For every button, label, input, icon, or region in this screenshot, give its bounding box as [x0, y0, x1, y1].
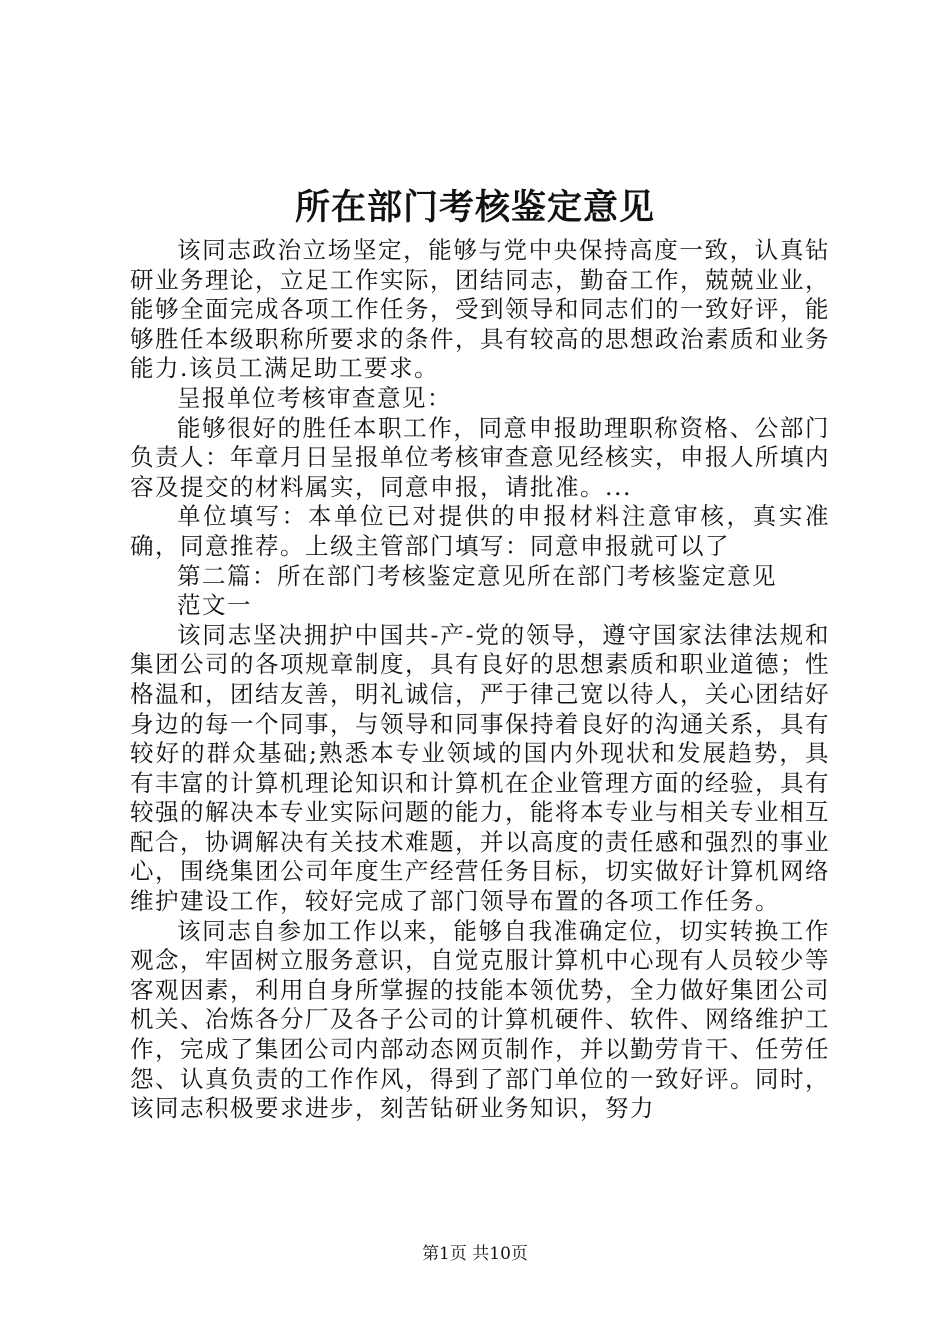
paragraph: 呈报单位考核审查意见：	[177, 383, 452, 412]
paragraph: 范文一	[177, 591, 252, 620]
paragraph: 该同志政治立场坚定，能够与党中央保持高度一致，认真钻研业务理论，立足工作实际，团结同志，勤奋工作，兢兢业业，能够全面完成各项工作任务，受到领导和同志们的一致好评，能够胜任本级职称所要求的条件，具有较高的思想政治素质和业务能力.该员工满足助工要求。	[130, 236, 830, 383]
paragraph: 该同志坚决拥护中国共-产-党的领导，遵守国家法律法规和集团公司的各项规章制度，具有良好的思想素质和职业道德；性格温和，团结友善，明礼诚信，严于律己宽以待人，关心团结好身边的每一个同事，与领导和同事保持着良好的沟通关系，具有较好的群众基础;熟悉本专业领域的国内外现状和发展趋势，具有丰富的计算机理论知识和计算机在企业管理方面的经验，具有较强的解决本专业实际问题的能力，能将本专业与相关专业相互配合，协调解决有关技术难题，并以高度的责任感和强烈的事业心，围绕集团公司年度生产经营任务目标，切实做好计算机网络维护建设工作，较好完成了部门领导布置的各项工作任务。	[130, 620, 830, 916]
document-body	[130, 236, 830, 1124]
paragraph: 能够很好的胜任本职工作，同意申报助理职称资格、公部门负责人：年章月日呈报单位考核审查意见经核实，申报人所填内容及提交的材料属实，同意申报，请批准。...	[130, 413, 830, 501]
paragraph: 该同志自参加工作以来，能够自我准确定位，切实转换工作观念，牢固树立服务意识，自觉克服计算机中心现有人员较少等客观因素，利用自身所掌握的技能本领优势，全力做好集团公司机关、冶炼各分厂及各子公司的计算机硬件、软件、网络维护工作，完成了集团公司内部动态网页制作，并以勤劳肯干、任劳任怨、认真负责的工作作风，得到了部门单位的一致好评。同时，该同志积极要求进步，刻苦钻研业务知识，努力	[130, 916, 830, 1123]
paragraph: 第二篇：所在部门考核鉴定意见所在部门考核鉴定意见	[177, 561, 777, 590]
document-title: 所在部门考核鉴定意见	[294, 187, 655, 228]
page-number-footer: 第1页 共10页	[422, 1244, 528, 1264]
paragraph: 单位填写：本单位已对提供的申报材料注意审核，真实准确，同意推荐。上级主管部门填写：同意申报就可以了	[130, 502, 830, 560]
